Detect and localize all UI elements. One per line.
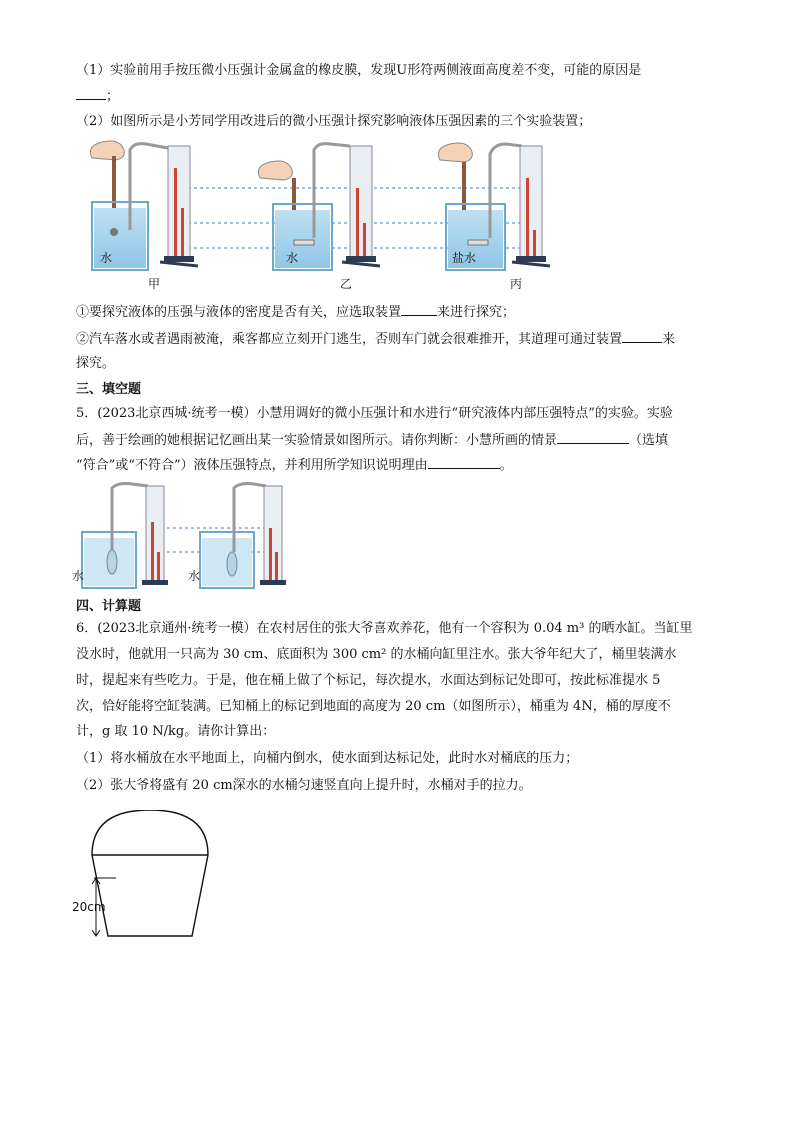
pressure-gauge-figure xyxy=(70,138,720,298)
q4-part2-line: （2）如图所示是小芳同学用改进后的微小压强计探究影响液体压强因素的三个实验装置； xyxy=(76,114,592,129)
caption-c: 丙 xyxy=(510,277,523,291)
bucket-body xyxy=(92,855,208,936)
q5-line2: 后，善于绘画的她根据记忆画出某一实验情景如图所示。请你判断：小慧所画的情景 （选填 xyxy=(76,433,669,448)
q4-part1-line2: ； xyxy=(76,87,726,106)
setup-c xyxy=(438,143,550,291)
q5-label-right: 水 xyxy=(188,569,201,583)
q4-sub1: ①要探究液体的压强与液体的密度是否有关，应选取装置 来进行探究； xyxy=(76,305,516,320)
bucket-handle xyxy=(92,810,208,855)
section-title-calculation: 四、计算题 xyxy=(76,599,142,614)
q6-line1: 6．(2023北京通州·统考一模）在农村居住的张大爷喜欢养花，他有一个容积为 0.04 m³ 的晒水缸。当缸里 xyxy=(76,621,693,636)
q4-sub2: ②汽车落水或者遇雨被淹，乘客都应立刻开门逃生，否则车门就会很难推开，其道理可通过装置 来 xyxy=(76,332,676,347)
label-liquid-b: 水 xyxy=(286,251,299,265)
answer-blank[interactable] xyxy=(76,87,106,100)
q5-setup-left xyxy=(72,484,168,589)
q6-line3: 时，提起来有些吃力。于是，他在桶上做了个标记，每次提水，水面达到标记处即可，按此标准提水 5 xyxy=(76,673,661,688)
q6-line5: 计，g 取 10 N/kg。请你计算出： xyxy=(76,724,276,739)
answer-blank[interactable] xyxy=(401,303,437,316)
height-label: 20cm xyxy=(72,900,106,914)
setup-a xyxy=(90,141,198,291)
setup-b xyxy=(258,144,380,291)
q5-line3: “符合”或“不符合”）液体压强特点，并利用所学知识说明理由 。 xyxy=(76,458,513,473)
answer-blank[interactable] xyxy=(557,431,629,444)
answer-blank[interactable] xyxy=(622,330,662,343)
caption-a: 甲 xyxy=(148,277,161,291)
q4-sub2-cont: 探究。 xyxy=(76,356,116,371)
q5-line1: 5．(2023北京西城·统考一模）小慧用调好的微小压强计和水进行“研究液体内部压强特点”的实验。实验 xyxy=(76,406,673,421)
q5-figure xyxy=(72,480,302,590)
q5-label-left: 水 xyxy=(72,569,85,583)
caption-b: 乙 xyxy=(340,277,353,291)
section-title-fill-blank: 三、填空题 xyxy=(76,382,142,397)
q5-setup-right xyxy=(188,484,286,589)
q4-part1-line: （1）实验前用手按压微小压强计金属盒的橡皮膜，发现U形符两侧液面高度差不变，可能的原因是 xyxy=(76,63,642,78)
label-liquid-a: 水 xyxy=(100,251,113,265)
q6-sub1: （1）将水桶放在水平地面上，向桶内倒水，使水面到达标记处，此时水对桶底的压力； xyxy=(76,751,579,766)
q6-line2: 没水时，他就用一只高为 30 cm、底面积为 300 cm² 的水桶向缸里注水。张大爷年纪大了，桶里装满水 xyxy=(76,647,677,662)
label-liquid-c: 盐水 xyxy=(452,251,477,265)
q6-line4: 次，恰好能将空缸装满。已知桶上的标记到地面的高度为 20 cm（如图所示），桶重为 4N，桶的厚度不 xyxy=(76,699,671,714)
answer-blank[interactable] xyxy=(428,456,500,469)
bucket-figure xyxy=(70,810,230,945)
q6-sub2: （2）张大爷将盛有 20 cm深水的水桶匀速竖直向上提升时，水桶对手的拉力。 xyxy=(76,778,532,793)
